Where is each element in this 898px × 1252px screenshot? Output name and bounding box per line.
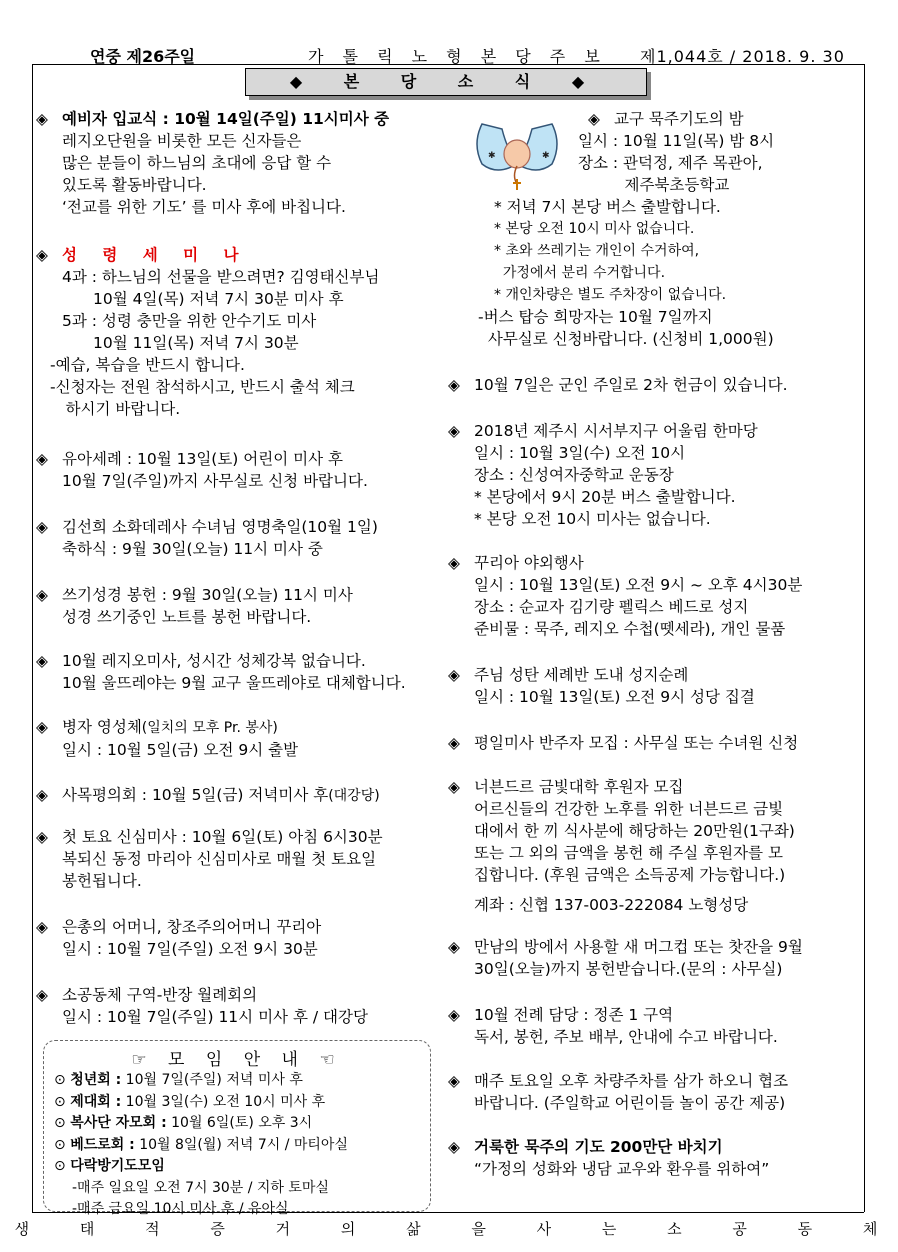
catechumen-notice: ◈ 예비자 입교식 : 10월 14일(주일) 11시미사 중 레지오단원을 비롯한 모든 신자들은 많은 분들이 하느님의 초대에 응답 할 수 있도록 활동바랍니다. ‘전교를 위한 기도’ 를 미사 후에 바칩니다. — [36, 108, 438, 218]
issue-number: 제1,044호 / 2018. 9. 30 — [640, 47, 845, 66]
sick-communion: ◈ 병자 영성체(일치의 모후 Pr. 봉사) 일시 : 10월 5일(금) 오전 9시 출발 — [36, 716, 438, 761]
pilgrimage: ◈ 주님 성탄 세례반 도내 성지순례 일시 : 10월 13일(토) 오전 9시 성당 집결 — [448, 664, 860, 708]
meeting-row: ⊙ 제대회 : 10월 3일(수) 오전 10시 미사 후 — [54, 1093, 326, 1110]
meeting-subrow: -매주 금요일 10시 미사 후 / 유아실 — [72, 1201, 289, 1217]
left-border — [32, 64, 33, 1212]
meetings-box — [43, 1040, 431, 1217]
legio-mass: ◈ 10월 레지오미사, 성시간 성체강복 없습니다. 10월 울뜨레야는 9월 교구 울뜨레야로 대체합니다. — [36, 650, 438, 694]
parking-notice: ◈ 매주 토요일 오후 차량주차를 삼가 하오니 협조 바랍니다. (주일학교 어린이들 놀이 공간 제공) — [448, 1070, 860, 1114]
first-saturday-mass: ◈ 첫 토요 신심미사 : 10월 6일(토) 아침 6시30분 복되신 동정 마리아 신심미사로 매월 첫 토요일 봉헌됩니다. — [36, 826, 438, 892]
meeting-row: ⊙ 다락방기도모임 — [54, 1158, 165, 1174]
mug-donation: ◈ 만남의 방에서 사용할 새 머그컵 또는 찻잔을 9월 30일(오늘)까지 봉헌받습니다.(문의 : 사무실) — [448, 936, 860, 980]
liturgy-duty: ◈ 10월 전례 담당 : 정존 1 구역 독서, 봉헌, 주보 배부, 안내에 수고 바랍니다. — [448, 1004, 860, 1048]
page-header — [0, 0, 898, 64]
diocese-rosary-night: ◈ 교구 묵주기도의 밤 일시 : 10월 11일(목) 밤 8시 장소 : 관덕정, 제주 목관아, 제주북초등학교 * 저녁 7시 본당 버스 출발합니다. * 본당 오전 10시 미사 없습니다. * 초와 쓰레기는 개인이 수거하여, 가정에서 분리 수거합니다. * 개인차량은 별도 주차장이 없습니다. -버스 탑승 희망자는 10월 7일까지 사무실로 신청바랍니다. (신청비 1,000원) — [448, 108, 860, 350]
curia-outing: ◈ 꾸리아 야외행사 일시 : 10월 13일(토) 오전 9시 ~ 오후 4시30분 장소 : 순교자 김기량 펠릭스 베드로 성지 준비물 : 묵주, 레지오 수첩(뗏세라), 개인 물품 — [448, 552, 860, 640]
footer-motto: 생 태 적 증 거 의 삶 을 사 는 소 공 동 체 — [14, 1220, 884, 1238]
bible-writing: ◈ 쓰기성경 봉헌 : 9월 30일(오늘) 11시 미사 성경 쓰기중인 노트를 봉헌 바랍니다. — [36, 584, 438, 628]
liturgical-week: 연중 제26주일 — [90, 47, 196, 66]
top-rule — [32, 64, 864, 65]
curia-meeting: ◈ 은총의 어머니, 창조주의어머니 꾸리아 일시 : 10월 7일(주일) 오전 9시 30분 — [36, 916, 438, 960]
community-meeting: ◈ 소공동체 구역-반장 월례회의 일시 : 10월 7일(주일) 11시 미사 후 / 대강당 — [36, 984, 438, 1028]
meetings-title: ☞ 모 임 안 내 ☜ — [131, 1050, 343, 1070]
svg-text:✱: ✱ — [542, 151, 550, 161]
section-banner: ◆ 본 당 소 식 ◆ — [245, 68, 647, 96]
svg-text:✱: ✱ — [488, 151, 496, 161]
meeting-row: ⊙ 청년회 : 10월 7일(주일) 저녁 미사 후 — [54, 1072, 303, 1088]
infant-baptism: ◈ 유아세례 : 10월 13일(토) 어린이 미사 후 10월 7일(주일)까지 사무실로 신청 바랍니다. — [36, 448, 438, 492]
meeting-row: ⊙ 복사단 자모회 : 10월 6일(토) 오후 3시 — [54, 1115, 313, 1131]
organist-recruit: ◈ 평일미사 반주자 모집 : 사무실 또는 수녀원 신청 — [448, 732, 860, 754]
district-festival: ◈ 2018년 제주시 시서부지구 어울림 한마당 일시 : 10월 3일(수) 오전 10시 장소 : 신성여자중학교 운동장 * 본당에서 9시 20분 버스 출발합니다. * 본당 오전 10시 미사는 없습니다. — [448, 420, 860, 530]
military-sunday: ◈ 10월 7일은 군인 주일로 2차 헌금이 있습니다. — [448, 374, 860, 396]
right-border — [864, 64, 865, 1212]
pastoral-council: ◈ 사목평의회 : 10월 5일(금) 저녁미사 후(대강당) — [36, 784, 438, 807]
sister-feast: ◈ 김선희 소화데레사 수녀님 영명축일(10월 1일) 축하식 : 9월 30일(오늘) 11시 미사 중 — [36, 516, 438, 560]
bulletin-title: 가 톨 릭 노 형 본 당 주 보 — [308, 47, 607, 66]
meeting-subrow: -매주 일요일 오전 7시 30분 / 지하 토마실 — [72, 1179, 329, 1196]
holy-spirit-seminar: ◈ 성 령 세 미 나 4과 : 하느님의 선물을 받으려면? 김영태신부님 10월 4일(목) 저녁 7시 30분 미사 후 5과 : 성령 충만을 위한 안수기도 미사 10월 11일(목) 저녁 7시 30분 -예습, 복습을 반드시 합니다. -신청자는 전원 참석하시고, 반드시 출석 체크 하시기 바랍니다. — [36, 244, 438, 420]
rosary-campaign: ◈ 거룩한 묵주의 기도 200만단 바치기 “가정의 성화와 냉담 교우와 환우를 위하여” — [448, 1136, 860, 1180]
meeting-row: ⊙ 베드로회 : 10월 8일(월) 저녁 7시 / 마티아실 — [54, 1136, 348, 1153]
sponsor-recruit: ◈ 너븐드르 금빛대학 후원자 모집 어르신들의 건강한 노후를 위한 너븐드르 금빛 대에서 한 끼 식사분에 해당하는 20만원(1구좌) 또는 그 외의 금액을 봉헌 해 주실 후원자를 모 집합니다. (후원 금액은 소득공제 가능합니다.) 계좌 : 신협 137-003-222084 노형성당 — [448, 776, 860, 916]
